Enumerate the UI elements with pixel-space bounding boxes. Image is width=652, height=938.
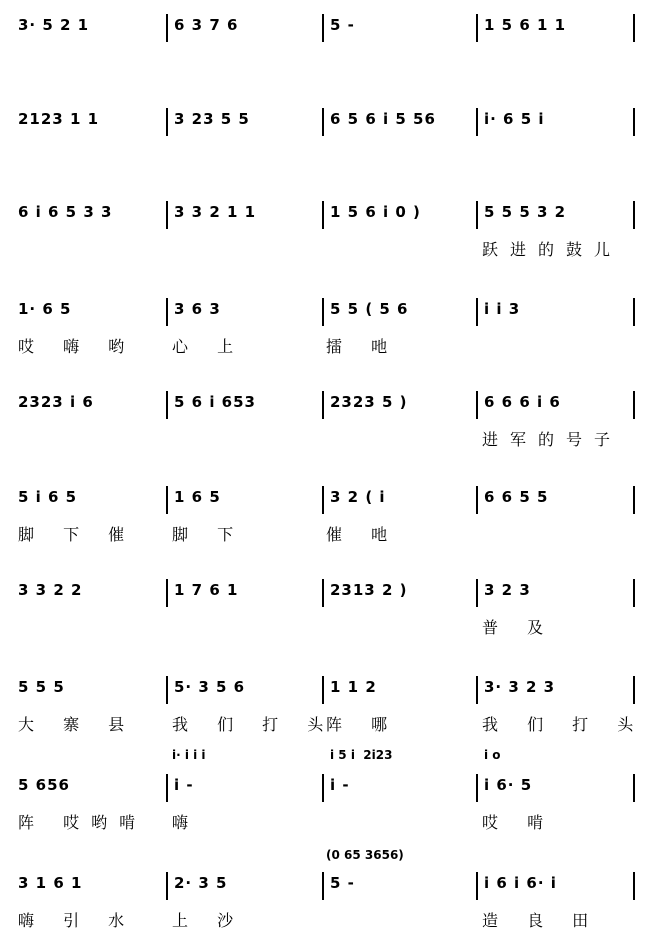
measure-notation: 3· 5 2 1 bbox=[18, 16, 90, 34]
lyric-text: 我 们 打 头 bbox=[482, 715, 646, 734]
barline bbox=[322, 14, 324, 42]
barline bbox=[166, 774, 168, 802]
lyric-text: 嗨 引 水 bbox=[18, 911, 137, 930]
barline bbox=[166, 872, 168, 900]
measure-notation: 5 - bbox=[330, 16, 355, 34]
measure-notation: i· 6 5 i bbox=[484, 110, 545, 128]
lyric-text: 跃进的鼓儿 bbox=[482, 240, 623, 259]
barline bbox=[322, 486, 324, 514]
barline bbox=[476, 872, 478, 900]
measure-notation: i 6· 5 bbox=[484, 776, 533, 794]
measure-notation: 3 1 6 1 bbox=[18, 874, 83, 892]
barline bbox=[476, 391, 478, 419]
barline bbox=[476, 201, 478, 229]
measure-notation: 1 5 6 i 0 ) bbox=[330, 203, 421, 221]
barline bbox=[633, 108, 635, 136]
barline bbox=[476, 298, 478, 326]
measure-notation: 1 5 6 1 1 bbox=[484, 16, 567, 34]
barline bbox=[166, 108, 168, 136]
barline bbox=[322, 676, 324, 704]
measure-notation: 3 6 3 bbox=[174, 300, 221, 318]
barline bbox=[322, 201, 324, 229]
measure-notation: 5 5 5 3 2 bbox=[484, 203, 567, 221]
measure-notation: i - bbox=[330, 776, 350, 794]
lyric-text: 催 吔 bbox=[326, 525, 400, 544]
measure-notation: 5 i 6 5 bbox=[18, 488, 78, 506]
measure-notation: i i 3 bbox=[484, 300, 521, 318]
barline bbox=[322, 298, 324, 326]
barline bbox=[166, 486, 168, 514]
measure-notation: 2313 2 ) bbox=[330, 581, 408, 599]
measure-notation: 6 6 6 i 6 bbox=[484, 393, 561, 411]
barline bbox=[322, 391, 324, 419]
barline bbox=[476, 579, 478, 607]
measure-notation: 1 7 6 1 bbox=[174, 581, 239, 599]
barline bbox=[322, 579, 324, 607]
barline bbox=[633, 14, 635, 42]
measure-notation: 3 23 5 5 bbox=[174, 110, 250, 128]
ossia-notation: i 5 i 2i23 bbox=[330, 748, 393, 762]
lyric-text: 造 良 田 bbox=[482, 911, 601, 930]
measure-notation: 5 5 5 bbox=[18, 678, 65, 696]
measure-notation: i - bbox=[174, 776, 194, 794]
lyric-text: 嗨 bbox=[172, 813, 201, 832]
measure-notation: 6 6 5 5 bbox=[484, 488, 549, 506]
barline bbox=[166, 201, 168, 229]
barline bbox=[166, 579, 168, 607]
measure-notation: 6 5 6 i 5 56 bbox=[330, 110, 436, 128]
ossia-notation: i o bbox=[484, 748, 501, 762]
measure-notation: 6 3 7 6 bbox=[174, 16, 239, 34]
measure-notation: 1 6 5 bbox=[174, 488, 221, 506]
barline bbox=[476, 14, 478, 42]
barline bbox=[633, 391, 635, 419]
lyric-text: 哎 啃 bbox=[482, 813, 556, 832]
measure-notation: 2323 i 6 bbox=[18, 393, 94, 411]
barline bbox=[476, 108, 478, 136]
measure-notation: 3 3 2 2 bbox=[18, 581, 83, 599]
barline bbox=[476, 486, 478, 514]
lyric-text: 进军的号子 bbox=[482, 430, 623, 449]
measure-notation: 5 6 i 653 bbox=[174, 393, 256, 411]
barline bbox=[166, 14, 168, 42]
lyric-text: 擂 吔 bbox=[326, 337, 400, 356]
barline bbox=[633, 872, 635, 900]
barline bbox=[633, 486, 635, 514]
barline bbox=[322, 108, 324, 136]
barline bbox=[633, 298, 635, 326]
measure-notation: 3 2 ( i bbox=[330, 488, 386, 506]
measure-notation: 6 i 6 5 3 3 bbox=[18, 203, 113, 221]
measure-notation: 5 5 ( 5 6 bbox=[330, 300, 409, 318]
barline bbox=[633, 579, 635, 607]
lyric-text: 我 们 打 头 bbox=[172, 715, 336, 734]
lyric-text: 心 上 bbox=[172, 337, 246, 356]
lyric-text: 阵 哎哟啃 bbox=[18, 813, 148, 832]
lyric-text: 上 沙 bbox=[172, 911, 246, 930]
barline bbox=[633, 774, 635, 802]
barline bbox=[633, 676, 635, 704]
barline bbox=[322, 872, 324, 900]
barline bbox=[476, 676, 478, 704]
measure-notation: 3· 3 2 3 bbox=[484, 678, 556, 696]
measure-notation: 2· 3 5 bbox=[174, 874, 228, 892]
measure-notation: 3 2 3 bbox=[484, 581, 531, 599]
lyric-text: 阵 哪 bbox=[326, 715, 400, 734]
measure-notation: 2323 5 ) bbox=[330, 393, 408, 411]
measure-notation: i 6 i 6· i bbox=[484, 874, 557, 892]
barline bbox=[476, 774, 478, 802]
barline bbox=[322, 774, 324, 802]
measure-notation: 1 1 2 bbox=[330, 678, 377, 696]
measure-notation: 5· 3 5 6 bbox=[174, 678, 246, 696]
lyric-text: 普 及 bbox=[482, 618, 556, 637]
barline bbox=[166, 676, 168, 704]
lyric-text: 哎 嗨 哟 bbox=[18, 337, 137, 356]
measure-notation: 5 656 bbox=[18, 776, 70, 794]
ossia-notation: i· i i i bbox=[172, 748, 206, 762]
barline bbox=[166, 298, 168, 326]
lyric-text: 大 寨 县 bbox=[18, 715, 137, 734]
measure-notation: 1· 6 5 bbox=[18, 300, 72, 318]
lyric-text: 脚 下 bbox=[172, 525, 246, 544]
measure-notation: 5 - bbox=[330, 874, 355, 892]
measure-notation: 2123 1 1 bbox=[18, 110, 100, 128]
ossia-notation: (0 65 3656) bbox=[326, 848, 404, 862]
lyric-text: 脚 下 催 bbox=[18, 525, 137, 544]
barline bbox=[166, 391, 168, 419]
barline bbox=[633, 201, 635, 229]
measure-notation: 3 3 2 1 1 bbox=[174, 203, 257, 221]
